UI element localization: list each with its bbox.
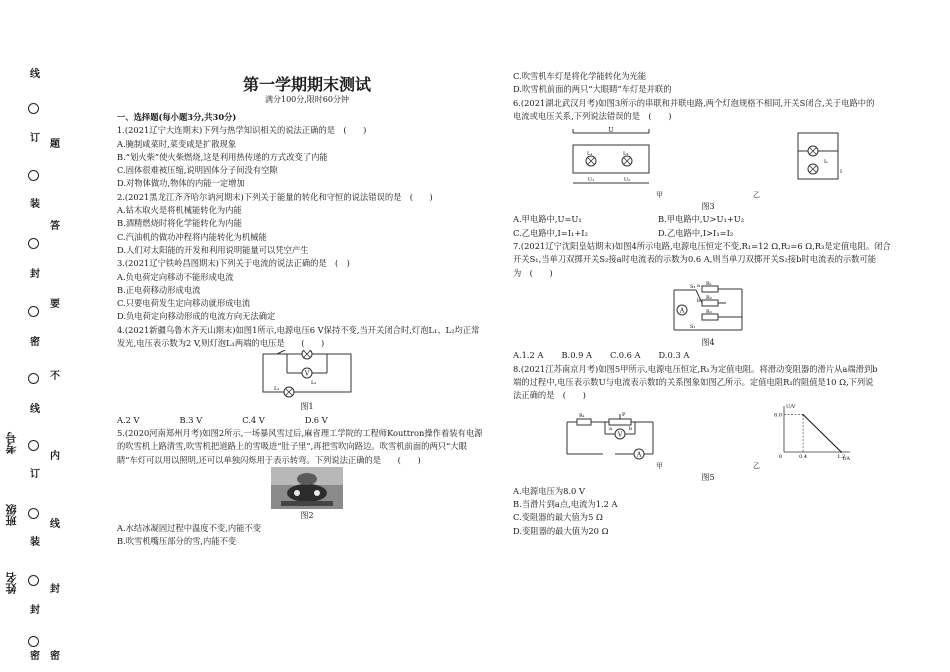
- q3-option-b: B.正电荷移动形成电流: [117, 284, 201, 295]
- q3-option-c: C.只要电荷发生定向移动就形成电流: [117, 298, 251, 309]
- figure-4-circuit: [666, 280, 750, 336]
- svg-text:b: b: [628, 426, 632, 433]
- q6-option-b: B.甲电路中,U>U₁+U₂: [658, 214, 745, 225]
- right-column: [513, 70, 903, 538]
- q4-stem-line2: 发光,电压表示数为2 V,则灯泡L₁两端的电压是 ( ): [117, 338, 325, 349]
- x-tick-label: 1.2: [836, 454, 845, 461]
- left-column: [117, 70, 497, 549]
- q4-option-b: B.3 V: [179, 414, 203, 425]
- binding-char: 封: [30, 269, 40, 280]
- exam-title: 第一学期期末测试: [242, 75, 371, 94]
- binding-char: 线: [50, 519, 60, 530]
- svg-text:V: V: [617, 431, 622, 439]
- q1-stem: 1.(2021辽宁大连期末)下列与热学知识相关的说法正确的是 ( ): [117, 125, 367, 136]
- origin-label: 0: [778, 454, 782, 461]
- binding-char: 装: [30, 199, 40, 210]
- q7-stem-line2: 开关S₁,当单刀双掷开关S₂接a时电流表的示数为0.6 A,则当单刀双掷开关S₂接b时电流表的示数可能: [513, 254, 877, 265]
- binding-hole: [28, 508, 39, 519]
- figure-3-label-left: 甲: [656, 191, 663, 200]
- q6-options-row1: [513, 213, 903, 226]
- q4-options: [117, 414, 497, 427]
- binding-char: 密: [50, 651, 60, 662]
- q8-stem-line2: 端的过程中,电压表示数U与电流表示数I的关系图象如图乙所示。定值电阻R₁的阻值是10 Ω,下列说: [513, 376, 874, 387]
- q1-option-b: B.“划火柴”使火柴燃烧,这是利用热传递的方式改变了内能: [117, 151, 328, 162]
- svg-text:a: a: [608, 426, 612, 433]
- q7-option-c: C.0.6 A: [610, 350, 641, 361]
- q4-option-c: C.4 V: [242, 414, 265, 425]
- binding-char: 要: [50, 299, 60, 310]
- q5-option-d: D.吹雪机前面的两只“大眼睛”车灯是并联的: [513, 84, 672, 95]
- q8-option-c: C.变阻器的最大值为5 Ω: [513, 512, 603, 523]
- binding-hole: [28, 373, 39, 384]
- q6-option-a: A.甲电路中,U=U₁: [513, 214, 582, 225]
- binding-hole: [28, 103, 39, 114]
- q5-option-b: B.吹雪机嘴压部分的雪,内能不变: [117, 536, 237, 547]
- binding-char: 装: [30, 537, 40, 548]
- q1-option-d: D.对物体做功,物体的内能一定增加: [117, 178, 245, 189]
- q2-option-d: D.人们对太阳能的开发和利用说明能量可以凭空产生: [117, 244, 309, 255]
- q5-option-a: A.水结冰凝固过程中温度不变,内能不变: [117, 523, 262, 534]
- svg-text:R₃: R₃: [706, 308, 712, 315]
- binding-char: 线: [30, 69, 40, 80]
- field-exam-number: 考号: [5, 432, 18, 454]
- svg-text:U₁: U₁: [587, 177, 594, 184]
- figure-1-circuit: [257, 350, 357, 400]
- data-point: [802, 414, 804, 416]
- q4-stem-line1: 4.(2021新疆乌鲁木齐天山期末)如图1所示,电源电压6 V保持不变,当开关闭合时,灯泡L₁、L₂均正常: [117, 324, 480, 335]
- q3-option-a: A.负电荷定向移动不能形成电流: [117, 271, 234, 282]
- binding-char: 订: [30, 469, 40, 480]
- svg-text:b: b: [697, 297, 701, 304]
- q8-stem-line3: 法正确的是 ( ): [513, 390, 586, 401]
- binding-hole: [28, 238, 39, 249]
- q5-stem-line1: 5.(2020河南郑州月考)如图2所示,一场暴风雪过后,麻省理工学院的工程师Kouttron操作着装有电源: [117, 427, 483, 438]
- figure-1: [117, 350, 497, 400]
- svg-text:L₂: L₂: [311, 380, 317, 387]
- y-axis-label: U/V: [785, 404, 796, 411]
- binding-hole: [28, 636, 39, 647]
- binding-hole: [28, 575, 39, 586]
- svg-text:S₂: S₂: [690, 283, 696, 290]
- binding-char: 线: [30, 404, 40, 415]
- svg-text:U: U: [607, 127, 614, 135]
- svg-text:U₂: U₂: [623, 177, 630, 184]
- q8-option-b: B.当滑片到a点,电流为1.2 A: [513, 499, 618, 510]
- binding-char: 封: [50, 584, 60, 595]
- figure-1-caption: 图1: [300, 402, 314, 412]
- binding-char: 密: [30, 651, 40, 662]
- q8-option-a: A.电源电压为8.0 V: [513, 485, 585, 496]
- data-point: [840, 452, 842, 454]
- q6-stem-line2: 电流或电压关系,下列说法错误的是 ( ): [513, 110, 672, 121]
- field-class: 班级: [5, 504, 18, 526]
- q6-option-c: C.乙电路中,I=I₁+I₂: [513, 227, 588, 238]
- q2-option-a: A.钻木取火是将机械能转化为内能: [117, 205, 242, 216]
- q8-option-d: D.变阻器的最大值为20 Ω: [513, 525, 609, 536]
- binding-char: 封: [30, 605, 40, 616]
- binding-hole: [28, 170, 39, 181]
- binding-char: 答: [50, 221, 60, 232]
- svg-text:R₁: R₁: [578, 413, 585, 420]
- figure-5-chart: [772, 402, 854, 462]
- svg-text:L₁: L₁: [586, 151, 592, 158]
- figure-4: [513, 280, 903, 336]
- q2-option-b: B.酒精燃烧时将化学能转化为内能: [117, 218, 242, 229]
- x-tick-label: 0.4: [798, 454, 807, 461]
- svg-text:V: V: [304, 370, 310, 378]
- svg-text:I₁: I₁: [823, 159, 828, 166]
- q7-option-d: D.0.3 A: [658, 350, 690, 361]
- q6-option-d: D.乙电路中,I>I₁=I₂: [658, 227, 734, 238]
- binding-char: 不: [50, 371, 60, 382]
- svg-text:R₂: R₂: [706, 294, 712, 301]
- exam-subtitle: 满分100分,限时60分钟: [265, 95, 349, 104]
- binding-char: 订: [30, 133, 40, 144]
- q7-option-a: A.1.2 A: [513, 350, 544, 361]
- q5-option-c: C.吹雪机车灯是将化学能转化为光能: [513, 71, 647, 81]
- figure-2-caption: 图2: [300, 510, 314, 520]
- binding-hole: [28, 306, 39, 317]
- q7-options: [513, 349, 903, 362]
- figure-5-label-left: 甲: [656, 462, 663, 471]
- figure-3-caption: 图3: [701, 202, 715, 212]
- svg-text:R₁: R₁: [706, 280, 712, 287]
- snowblower-photo: [271, 467, 343, 509]
- q5-stem-line3: 睛”车灯可以用以照明,还可以单独闪烁用于表示转弯。下列说法正确的是 ( ): [117, 454, 421, 465]
- q3-option-d: D.负电荷定向移动形成的电流方向无法确定: [117, 311, 276, 322]
- data-line: [803, 415, 841, 452]
- field-name: 姓名: [5, 572, 18, 594]
- q1-option-a: A.腌制咸菜时,菜变咸是扩散现象: [117, 138, 237, 149]
- binding-margin: [0, 0, 70, 672]
- svg-text:A: A: [636, 451, 641, 459]
- figure-2: [117, 467, 497, 509]
- figure-5: [513, 402, 903, 462]
- q6-options-row2: [513, 227, 903, 240]
- q1-option-c: C.固体很难被压缩,说明固体分子间没有空隙: [117, 165, 278, 176]
- y-tick-label: 8.0: [773, 413, 782, 420]
- figure-4-caption: 图4: [701, 337, 715, 347]
- q7-stem-line1: 7.(2021辽宁沈阳皇姑期末)如图4所示电路,电源电压恒定不变,R₁=12 Ω,R₂=6 Ω,R₃是定值电阻。闭合: [513, 241, 891, 252]
- x-axis-label: I/A: [842, 456, 850, 463]
- q7-option-b: B.0.9 A: [561, 350, 593, 361]
- q4-option-d: D.6 V: [304, 414, 328, 425]
- section-heading: 一、选择题(每小题3分,共30分): [117, 112, 237, 122]
- q6-stem-line1: 6.(2021湖北武汉月考)如图3所示的串联和并联电路,两个灯泡规格不相同,开关S闭合,关于电路中的: [513, 97, 875, 108]
- q2-option-c: C.汽油机的做功冲程将内能转化为机械能: [117, 231, 267, 242]
- binding-char: 题: [50, 139, 60, 150]
- binding-char: 密: [30, 337, 40, 348]
- q3-stem: 3.(2021辽宁铁岭昌图期末)下列关于电流的说法正确的是 ( ): [117, 258, 350, 269]
- figure-5-caption: 图5: [701, 473, 715, 483]
- figure-3-labels: [513, 191, 903, 200]
- svg-text:L₁: L₁: [274, 386, 280, 393]
- figure-3-parallel-circuit: [792, 125, 848, 191]
- q4-option-a: A.2 V: [117, 414, 140, 425]
- svg-text:a: a: [697, 282, 700, 289]
- binding-char: 内: [50, 451, 60, 462]
- svg-text:S₁: S₁: [690, 323, 696, 330]
- q5-stem-line2: 的吹雪机上路清雪,吹雪机把道路上的雪吸进“肚子里”,再把雪吹向路边。吹雪机前面的两只“大眼: [117, 441, 467, 452]
- figure-3: [513, 125, 903, 191]
- svg-text:I: I: [839, 169, 842, 176]
- svg-text:L₂: L₂: [622, 151, 628, 158]
- svg-text:A: A: [679, 307, 685, 315]
- q7-stem-line3: 为 ( ): [513, 267, 553, 278]
- figure-5-circuit: [563, 410, 659, 462]
- q2-stem: 2.(2021黑龙江齐齐哈尔讷河期末)下列关于能量的转化和守恒的说法错误的是 ( ): [117, 191, 433, 202]
- svg-text:P: P: [621, 412, 625, 419]
- figure-3-series-circuit: [569, 125, 653, 191]
- q8-stem-line1: 8.(2021江苏南京月考)如图5甲所示,电源电压恒定,R₁为定值电阻。将滑动变阻器的滑片从a端滑到b: [513, 363, 878, 374]
- figure-5-labels: [513, 462, 903, 471]
- binding-hole: [28, 440, 39, 451]
- figure-5-label-right: 乙: [753, 462, 760, 471]
- figure-3-label-right: 乙: [753, 191, 760, 200]
